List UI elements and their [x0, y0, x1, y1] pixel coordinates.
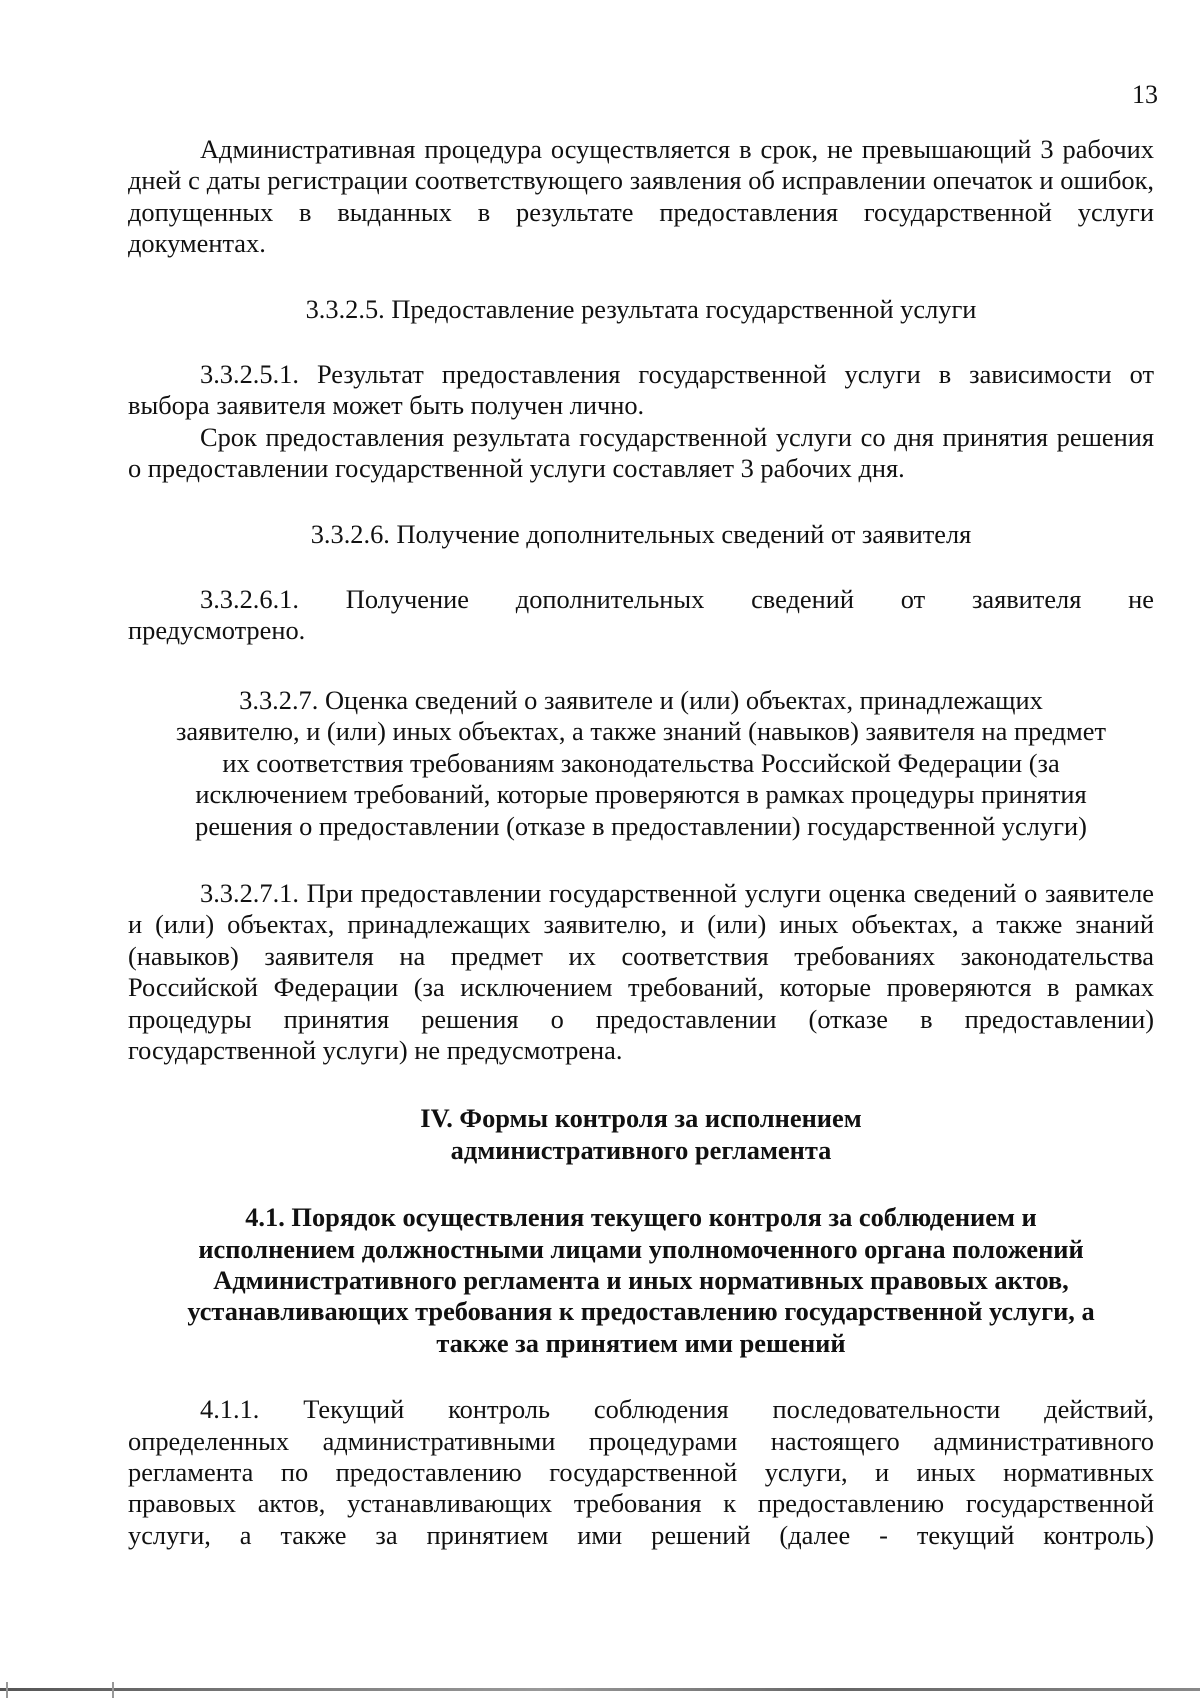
scan-tick-mark [112, 1682, 114, 1698]
heading-3-3-2-7-line: решения о предоставлении (отказе в предоставлении) государственной услуги) [195, 810, 1087, 841]
paragraph-3-3-2-6-1-line-2: предусмотрено. [128, 615, 306, 646]
chapter-iv-title-line: административного регламента [450, 1134, 832, 1165]
paragraph-4-1-1 [128, 1394, 1154, 1551]
section-4-1-title-line: 4.1. Порядок осуществления текущего контроля за соблюдением и [245, 1202, 1037, 1233]
heading-3-3-2-5: 3.3.2.5. Предоставление результата государственной услуги [305, 293, 977, 324]
heading-3-3-2-7 [128, 685, 1154, 842]
heading-3-3-2-7-line: исключением требований, которые проверяются в рамках процедуры принятия [195, 779, 1087, 810]
section-4-1-title-line: Административного регламента и иных нормативных правовых актов, [213, 1264, 1069, 1295]
paragraph-3-3-2-7-1: 3.3.2.7.1. При предоставлении государственной услуги оценка сведений о заявителе и (или) объектах, принадлежащих заявителю, и (или) иных объектах, а также знаний (навыков) заявителя на предмет их соответствия требованиях законодательства Российской Федерации (за исключением требований, которые проверяются в рамках процедуры принятия решения о предоставлении (отказе в предоставлении) государственной услуги) не предусмотрена. [128, 877, 1154, 1065]
paragraph-admin-procedure-term: Административная процедура осуществляется в срок, не превышающий 3 рабочих дней с даты регистрации соответствующего заявления об исправлении опечаток и ошибок, допущенных в выданных в результате предоставления государственной услуги документах. [128, 134, 1154, 259]
heading-3-3-2-6: 3.3.2.6. Получение дополнительных сведений от заявителя [310, 518, 972, 549]
paragraph-3-3-2-5-1: 3.3.2.5.1. Результат предоставления государственной услуги в зависимости от выбора заявителя может быть получен лично. [128, 359, 1154, 421]
section-4-1-title-line: исполнением должностными лицами уполномоченного органа положений [198, 1233, 1084, 1264]
heading-3-3-2-7-line: их соответствия требованиям законодательства Российской Федерации (за [222, 747, 1060, 778]
section-4-1-title-line: устанавливающих требования к предоставлению государственной услуги, а [187, 1296, 1095, 1327]
paragraph-4-1-1-line: регламента по предоставлению государственной услуги, и иных нормативных [128, 1457, 1154, 1487]
paragraph-3-3-2-6-1-line-1: 3.3.2.6.1. Получение дополнительных сведений от заявителя не [200, 584, 1154, 615]
paragraph-4-1-1-line: 4.1.1. Текущий контроль соблюдения последовательности действий, [200, 1394, 1154, 1425]
chapter-iv-title [128, 1103, 1154, 1166]
section-4-1-title-line: также за принятием ими решений [436, 1327, 846, 1358]
scan-tick-mark [6, 1682, 8, 1698]
paragraph-4-1-1-line: определенных административными процедурами настоящего административного [128, 1425, 1154, 1456]
paragraph-result-term: Срок предоставления результата государственной услуги со дня принятия решения о предоставлении государственной услуги составляет 3 рабочих дня. [128, 421, 1154, 484]
scan-bottom-rule [0, 1688, 1200, 1691]
section-4-1-title [128, 1202, 1154, 1359]
paragraph-4-1-1-line: услуги, а также за принятием ими решений (далее - текущий контроль) [128, 1519, 1154, 1550]
paragraph-4-1-1-line: правовых актов, устанавливающих требования к предоставлению государственной [128, 1488, 1154, 1519]
document-body [128, 134, 1154, 1551]
heading-3-3-2-7-line: заявителю, и (или) иных объектах, а также знаний (навыков) заявителя на предмет [176, 716, 1106, 747]
chapter-iv-title-line: IV. Формы контроля за исполнением [420, 1103, 862, 1134]
heading-3-3-2-7-line: 3.3.2.7. Оценка сведений о заявителе и (или) объектах, принадлежащих [239, 684, 1043, 715]
page-number: 13 [1132, 80, 1158, 109]
